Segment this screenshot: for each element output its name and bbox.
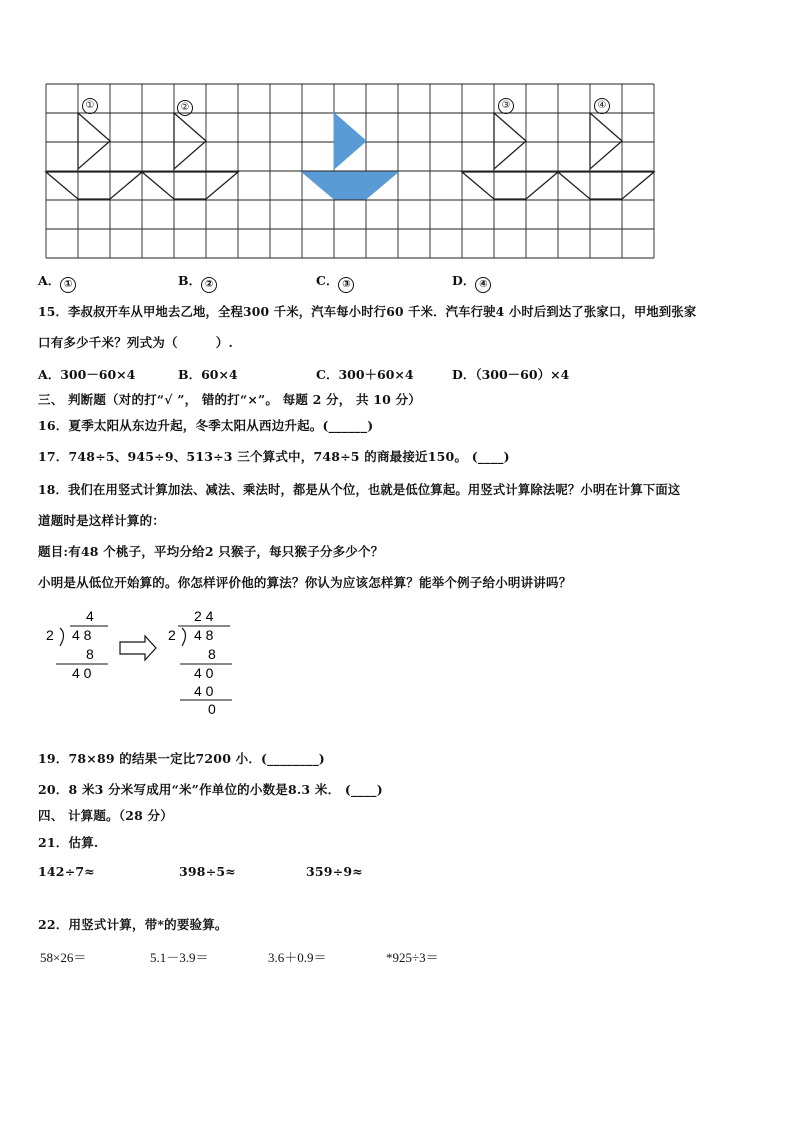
q22-item-2: 5.1－3.9＝ bbox=[150, 950, 209, 965]
right-step2: 4 0 bbox=[194, 665, 214, 681]
left-dividend: 4 8 bbox=[72, 627, 92, 643]
q22-title: 22．用竖式计算，带*的要验算。 bbox=[38, 917, 228, 932]
left-divisor: 2 bbox=[46, 627, 54, 643]
q22-item-4: *925÷3＝ bbox=[386, 950, 439, 965]
q18-line-1: 18．我们在用竖式计算加法、减法、乘法时，都是从个位，也就是低位算起。用竖式计算除法呢？小明在计算下面这 bbox=[38, 482, 681, 497]
q15-option-a: A．300－60×4 bbox=[38, 367, 136, 382]
q17: 17．748÷5、945÷9、513÷3 三个算式中，748÷5 的商最接近150。 (____) bbox=[38, 449, 510, 464]
boat-4 bbox=[558, 113, 654, 199]
left-remainder: 4 0 bbox=[72, 665, 92, 681]
grid-label-3: ③ bbox=[498, 91, 514, 114]
boat-center bbox=[302, 113, 398, 199]
q15-option-c: C．300＋60×4 bbox=[316, 367, 414, 382]
right-step1: 8 bbox=[208, 646, 216, 662]
q21-title: 21．估算. bbox=[38, 835, 99, 850]
right-quotient: 2 4 bbox=[194, 608, 214, 624]
q18-line-4: 小明是从低位开始算的。你怎样评价他的算法？你认为应该怎样算？能举个例子给小明讲讲吗？ bbox=[38, 575, 572, 590]
arrow-icon bbox=[120, 636, 156, 660]
q22-item-3: 3.6＋0.9＝ bbox=[268, 950, 327, 965]
q15-line-1: 15．李叔叔开车从甲地去乙地，全程300 千米，汽车每小时行60 千米．汽车行驶4 小时后到达了张家口，甲地到张家 bbox=[38, 304, 697, 319]
grid-label-2: ② bbox=[177, 93, 193, 116]
q18-line-2: 道题时是这样计算的： bbox=[38, 513, 166, 528]
grid-lines bbox=[46, 84, 654, 258]
q14-option-a: A． ① bbox=[38, 271, 76, 293]
q16: 16．夏季太阳从东边升起，冬季太阳从西边升起。(______) bbox=[38, 418, 374, 433]
left-step1: 8 bbox=[86, 646, 94, 662]
q21-item-2: 398÷5≈ bbox=[179, 864, 236, 879]
q21-item-1: 142÷7≈ bbox=[38, 864, 95, 879]
grid-label-4: ④ bbox=[594, 91, 610, 114]
left-quotient: 4 bbox=[86, 608, 94, 624]
section-4-heading: 四、 计算题。（28 分） bbox=[38, 808, 173, 823]
long-division-figure bbox=[0, 600, 300, 725]
q14-option-c: C． ③ bbox=[316, 271, 354, 293]
q22-item-1: 58×26＝ bbox=[40, 950, 87, 965]
boat-1 bbox=[46, 113, 142, 199]
boat-grid-figure bbox=[0, 0, 794, 265]
q15-line-2: 口有多少千米？列式为（ ）. bbox=[38, 335, 234, 350]
grid-label-1: ① bbox=[82, 91, 98, 114]
q21-item-3: 359÷9≈ bbox=[306, 864, 363, 879]
right-dividend: 4 8 bbox=[194, 627, 214, 643]
right-step3: 4 0 bbox=[194, 683, 214, 699]
q18-line-3: 题目:有48 个桃子，平均分给2 只猴子，每只猴子分多少个？ bbox=[38, 544, 384, 559]
q19: 19．78×89 的结果一定比7200 小．(________) bbox=[38, 751, 325, 766]
q20: 20．8 米3 分米写成用“米”作单位的小数是8.3 米． (____) bbox=[38, 782, 383, 797]
boat-3 bbox=[462, 113, 558, 199]
q15-option-d: D．（300－60）×4 bbox=[452, 367, 570, 382]
q15-option-b: B．60×4 bbox=[178, 367, 238, 382]
section-3-heading: 三、 判断题（对的打“√ ”， 错的打“×”。 每题 2 分， 共 10 分） bbox=[38, 392, 422, 407]
right-remainder: 0 bbox=[208, 701, 216, 717]
boat-2 bbox=[142, 113, 238, 199]
q14-option-d: D． ④ bbox=[452, 271, 491, 293]
right-divisor: 2 bbox=[168, 627, 176, 643]
q14-option-b: B． ② bbox=[178, 271, 217, 293]
